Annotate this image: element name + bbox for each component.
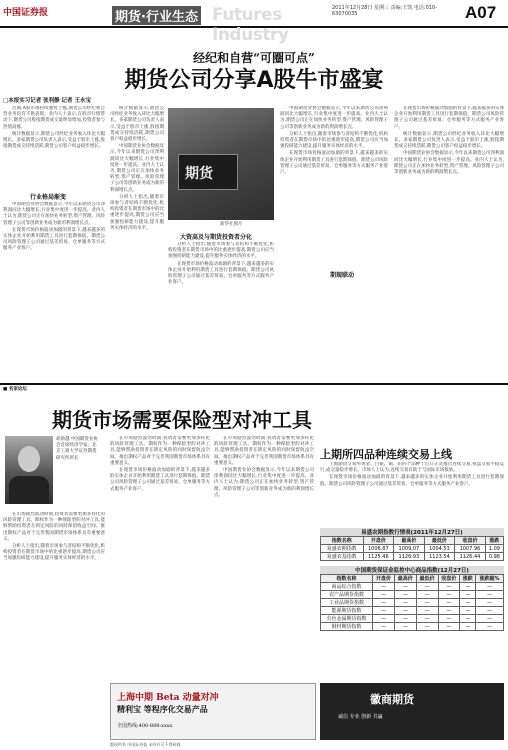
commodity-index-table (320, 574, 504, 631)
section-title-cn: 期货·行业生态 (112, 6, 201, 25)
advert-contact: 全国热线:400-888-xxxx (117, 723, 173, 729)
photo-caption: 新华社图片 (220, 222, 243, 227)
article2-headline: 期货市场需要保险型对冲工具 (52, 408, 312, 432)
masthead (0, 0, 508, 45)
table-row: 易盛农基指数 1125.46 1126.93 1123.54 1126.44 0.98 (321, 553, 504, 561)
advert-brand: 徽商期货 (370, 693, 414, 706)
article-body-col4: 中国期货业协会数据显示,今年以来期货公司净利润同比大幅增长,行业集中度进一步提高。业内人士认为,期货公司正在加快业务转型,资产管理、风险管理子公司等创新业务成为新的利润增长点。 分析人士指出,随着市场参与者结构不断优化,机构投资者在期货市场中的比重逐步提高,期货公司应当加强投研能力建设,提升服务实体经济的水平。 在现货市场价格波动加剧的背景下,越来越多的实体企业开始利用期货工具进行套期保值。期货公司风险管理子公司通过基差贸易、仓单服务等方式服务产业客户。 (280, 106, 388, 176)
subhead-industry: 行业格局渐变 (30, 194, 67, 201)
article2-body-col3: 在市场剧烈波动时期,投资者需要更加多样化的风险管理工具。期权作为一种保险型的对冲工具,能够帮助投资者在锁定风险的同时保留收益空间。推出期权产品对于完善我国期货市场体系具有重要意义。 中国期货业协会数据显示,今年以来期货公司净利润同比大幅增长,行业集中度进一步提高。业内人士认为,期货公司正在加快业务转型,资产管理、风险管理子公司等创新业务成为新的利润增长点。 (214, 436, 314, 498)
date-editor-line: 2011年12月28日 星期三 责编:王凯 电话:010-63070035 (332, 5, 437, 17)
table-row: 商品综合指数 — — — — — — (321, 583, 504, 591)
advert-title: 上海中期 Beta 动量对冲 (117, 693, 219, 703)
table1-caption: 易盛农期指数行情表(2011年12月27日) (320, 528, 504, 536)
table-header-row: 指数名称 开盘价 最高价 最低价 收盘价 涨跌 涨跌幅% (321, 575, 504, 583)
table-header-row: 指数名称 开盘价 最高价 最低价 收盘价 涨跌 (321, 537, 504, 545)
article2-body-col2: 在市场剧烈波动时期,投资者需要更加多样化的风险管理工具。期权作为一种保险型的对冲工具,能够帮助投资者在锁定风险的同时保留收益空间。推出期权产品对于完善我国期货市场体系具有重要意义。 在现货市场价格波动加剧的背景下,越来越多的实体企业开始利用期货工具进行套期保值。期货公司风险管理子公司通过基差贸易、仓单服务等方式服务产业客户。 (110, 436, 210, 492)
newspaper-logo: 中国证券报 (3, 8, 49, 18)
subhead-investors: 大资高及与期货投资者分化 (180, 234, 253, 241)
article3-headline: 上期所四品种连续交易上线 (320, 448, 452, 461)
table-row: 钢材期货指数 — — — — — — (321, 623, 504, 631)
page-footer: 版权所有 中国证券报 未经许可不得转载 (110, 742, 181, 747)
subhead-linkage: 期现联动 (330, 272, 355, 279)
article-lead: 近期,A股市场持续强势上涨,期货公司经纪和自营业务均有不俗表现。业内人士表示,在股市行情带动下,期货公司股指期货成交量明显增加,投资者参与热情高涨。 统计数据显示,期货公司经纪业务收入环比大幅增长。多家期货公司负责人表示,受益于股市上涨,股指期货成交持续活跃,期货公司客户权益稳步增长。 (3, 106, 105, 150)
futures-sign: 期货 (178, 154, 238, 190)
article2-body-col1: 在市场剧烈波动时期,投资者需要更加多样化的风险管理工具。期权作为一种保险型的对冲工具,能够帮助投资者在锁定风险的同时保留收益空间。推出期权产品对于完善我国期货市场体系具有重要意义。 分析人士指出,随着市场参与者结构不断优化,机构投资者在期货市场中的比重逐步提高,期货公司应当加强投研能力建设,提升服务实体经济的水平。 (3, 512, 105, 562)
page-number: A07 (465, 3, 497, 22)
article-body-col5: 在现货市场价格波动加剧的背景下,越来越多的实体企业开始利用期货工具进行套期保值。期货公司风险管理子公司通过基差贸易、仓单服务等方式服务产业客户。 统计数据显示,期货公司经纪业务收入环比大幅增长。多家期货公司负责人表示,受益于股市上涨,股指期货成交持续活跃,期货公司客户权益稳步增长。 中国期货业协会数据显示,今年以来期货公司净利润同比大幅增长,行业集中度进一步提高。业内人士认为,期货公司正在加快业务转型,资产管理、风险管理子公司等创新业务成为新的利润增长点。 (394, 106, 504, 176)
advert-right (320, 683, 504, 740)
futures-photo (168, 108, 274, 220)
article-body-col2: 统计数据显示,期货公司经纪业务收入环比大幅增长。多家期货公司负责人表示,受益于股市上涨,股指期货成交持续活跃,期货公司客户权益稳步增长。 中国期货业协会数据显示,今年以来期货公司净利润同比大幅增长,行业集中度进一步提高。业内人士认为,期货公司正在加快业务转型,资产管理、风险管理子公司等创新业务成为新的利润增长点。 分析人士指出,随着市场参与者结构不断优化,机构投资者在期货市场中的比重逐步提高,期货公司应当加强投研能力建设,提升服务实体经济的水平。 (110, 106, 164, 231)
advert-subtitle: 精利宝 等程序化交易产品 (117, 704, 208, 714)
table2-caption: 中国期货保证金监控中心商品指数(12月27日) (320, 566, 504, 574)
author-portrait (5, 436, 53, 504)
article3-body: 上海期货交易所黄金、白银、铜、铝四个品种于近日正式推出连续交易,夜盘交易平稳运行,成交量稳步增长。市场人士认为,连续交易有助于与国际市场接轨。 在现货市场价格波动加剧的背景下,越来越多的实体企业开始利用期货工具进行套期保值。期货公司风险管理子公司通过基差贸易、仓单服务等方式服务产业客户。 (320, 462, 504, 487)
table-row: 农产品期货指数 — — — — — — (321, 591, 504, 599)
table-row: 工业品期货指数 — — — — — — (321, 599, 504, 607)
table-row: 易盛农期指数 1006.87 1009.07 1004.53 1007.96 1.09 (321, 545, 504, 553)
section-banner (112, 3, 327, 45)
article-body-col3: 分析人士指出,随着市场参与者结构不断优化,机构投资者在期货市场中的比重逐步提高,期货公司应当加强投研能力建设,提升服务实体经济的水平。 在现货市场价格波动加剧的背景下,越来越多的实体企业开始利用期货工具进行套期保值。期货公司风险管理子公司通过基差贸易、仓单服务等方式服务产业客户。 (168, 242, 274, 286)
table-row: 能源期货指数 — — — — — — (321, 607, 504, 615)
advert-slogan: 诚信 专业 创新 共赢 (338, 714, 383, 720)
article-kicker: 经纪和自营“可圈可点” (193, 51, 315, 65)
section-title-en: Futures Industry (212, 5, 289, 45)
portrait-caption: 胡俞越 中国期货业协会首席经济学家、北京工商大学证券期货研究所所长 (56, 437, 98, 461)
section-divider (0, 383, 508, 385)
advert-left (110, 683, 316, 740)
article-headline: 期货公司分享A股牛市盛宴 (124, 68, 384, 93)
table-row: 有色金属期货指数 — — — — — — (321, 615, 504, 623)
article-body-col1: 中国期货业协会数据显示,今年以来期货公司净利润同比大幅增长,行业集中度进一步提高。业内人士认为,期货公司正在加快业务转型,资产管理、风险管理子公司等创新业务成为新的利润增长点。 在现货市场价格波动加剧的背景下,越来越多的实体企业开始利用期货工具进行套期保值。期货公司风险管理子公司通过基差贸易、仓单服务等方式服务产业客户。 (3, 202, 105, 252)
column-tag: ■ 名家论坛 (3, 387, 27, 392)
nongqi-index-table (320, 536, 504, 561)
article-byline: □本报实习记者 张利静 记者 王永宝 (3, 98, 91, 104)
